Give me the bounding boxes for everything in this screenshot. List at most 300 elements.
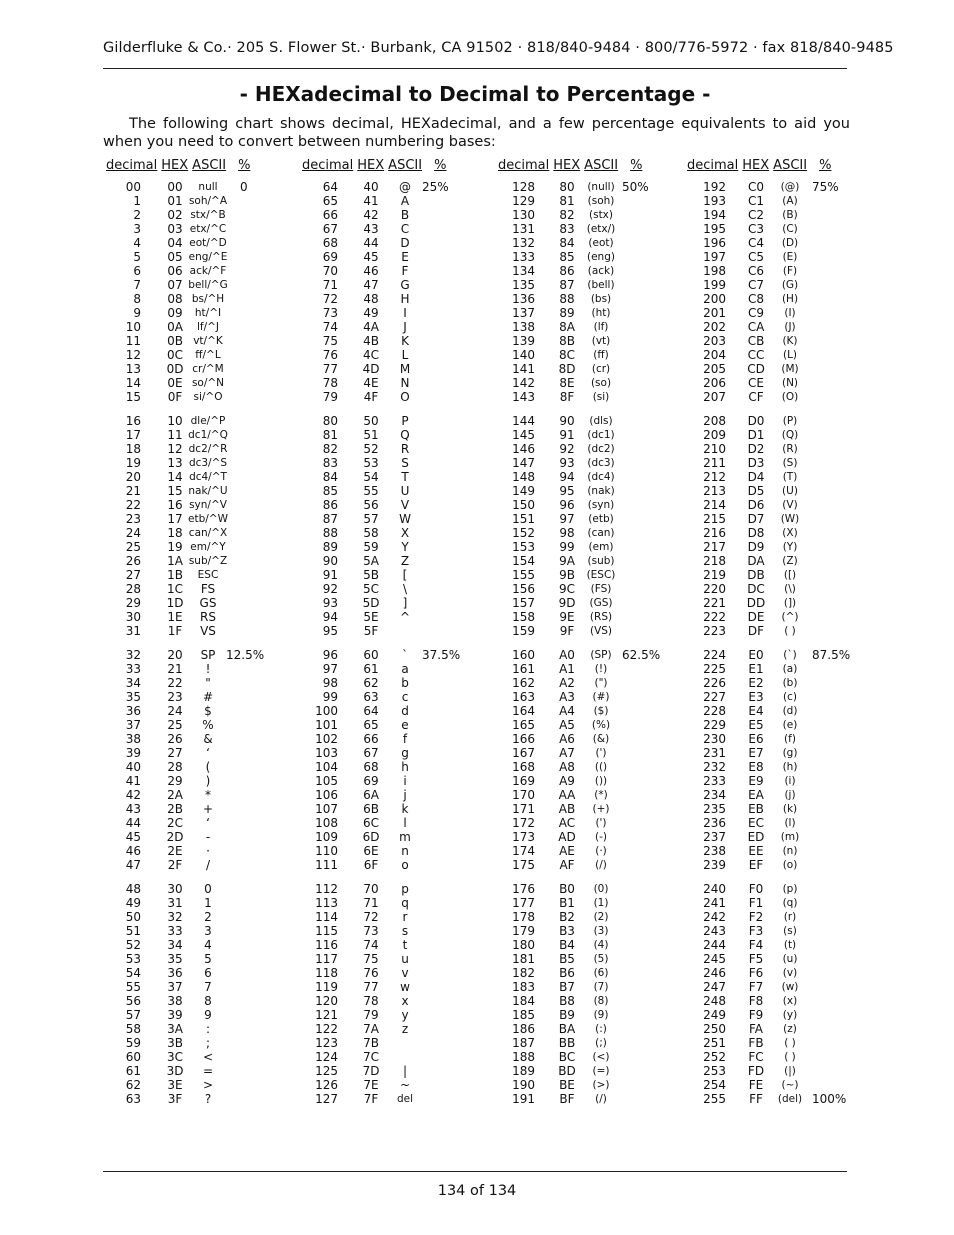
ascii-value: ! (205, 662, 211, 676)
decimal-header: decimal (302, 158, 354, 173)
hex-value: 12 (167, 442, 183, 456)
ascii-value: (*) (594, 789, 608, 801)
decimal-value: 239 (703, 858, 726, 872)
ascii-value: SP (200, 648, 216, 662)
ascii-value: k (401, 802, 409, 816)
hex-value: 09 (167, 306, 183, 320)
decimal-value: 143 (512, 390, 535, 404)
hex-value: 20 (167, 648, 183, 662)
ascii-value: (dc1) (587, 429, 615, 441)
hex-value: 58 (363, 526, 379, 540)
hex-value: 37 (167, 980, 183, 994)
table-row (0, 222, 954, 236)
decimal-value: 61 (125, 1064, 141, 1078)
ascii-value: (j) (784, 789, 796, 801)
hex-value: A9 (559, 774, 575, 788)
table-row (0, 788, 954, 802)
decimal-value: 146 (512, 442, 535, 456)
decimal-value: 131 (512, 222, 535, 236)
ascii-value: ` (402, 648, 408, 662)
hex-value: EB (748, 802, 764, 816)
ascii-value: cr/^M (192, 363, 224, 375)
ascii-value: O (400, 390, 410, 404)
hex-value: 3F (167, 1092, 183, 1106)
ascii-value: S (401, 456, 409, 470)
hex-value: 1E (167, 610, 183, 624)
ascii-value: y (401, 1008, 409, 1022)
decimal-value: 218 (703, 554, 726, 568)
hex-value: 3B (167, 1036, 183, 1050)
table-row (0, 1064, 954, 1078)
ascii-value: (4) (593, 939, 609, 951)
percent-value: 0 (240, 180, 248, 194)
hex-value: A1 (559, 662, 575, 676)
hex-value: 42 (363, 208, 379, 222)
hex-value: 4D (362, 362, 380, 376)
ascii-value: (ack) (587, 265, 615, 277)
decimal-value: 73 (322, 306, 338, 320)
decimal-value: 210 (703, 442, 726, 456)
hex-value: 5A (363, 554, 379, 568)
hex-value: 7A (363, 1022, 379, 1036)
ascii-value: < (202, 1050, 214, 1064)
hex-value: F1 (748, 896, 764, 910)
ascii-value: (ff) (593, 349, 609, 361)
hex-value: 4C (362, 348, 379, 362)
decimal-value: 78 (322, 376, 338, 390)
ascii-value: (<) (592, 1051, 610, 1063)
hex-value: F8 (748, 994, 764, 1008)
decimal-value: 111 (315, 858, 338, 872)
table-row (0, 858, 954, 872)
decimal-value: 127 (315, 1092, 338, 1106)
decimal-value: 54 (125, 966, 141, 980)
hex-value: CD (747, 362, 765, 376)
hex-value: 04 (167, 236, 183, 250)
decimal-value: 135 (512, 278, 535, 292)
decimal-value: 39 (125, 746, 141, 760)
ascii-value: nak/^U (188, 485, 228, 497)
decimal-value: 97 (322, 662, 338, 676)
decimal-value: 155 (512, 568, 535, 582)
ascii-value: GS (199, 596, 217, 610)
decimal-value: 102 (315, 732, 338, 746)
percent-header: % (238, 158, 251, 173)
hex-value: 2E (167, 844, 183, 858)
table-row (0, 844, 954, 858)
ascii-value: 6 (204, 966, 212, 980)
ascii-value: M (399, 362, 411, 376)
hex-value: 87 (559, 278, 575, 292)
table-row (0, 910, 954, 924)
ascii-value: Q (400, 428, 410, 442)
column-header-2 (302, 158, 450, 173)
table-row (0, 924, 954, 938)
decimal-value: 29 (125, 596, 141, 610)
ascii-value: 5 (204, 952, 212, 966)
hex-value: A7 (559, 746, 575, 760)
ascii-value: (U) (782, 485, 798, 497)
table-row (0, 194, 954, 208)
hex-value: D5 (747, 484, 765, 498)
decimal-value: 255 (703, 1092, 726, 1106)
hex-value: 00 (167, 180, 183, 194)
ascii-value: (RS) (589, 611, 613, 623)
ascii-value: ESC (197, 569, 219, 581)
decimal-value: 62 (125, 1078, 141, 1092)
hex-value: 5F (363, 624, 379, 638)
hex-value: 62 (363, 676, 379, 690)
decimal-value: 12 (125, 348, 141, 362)
table-row (0, 624, 954, 638)
ascii-value: u (401, 952, 409, 966)
table-row (0, 816, 954, 830)
decimal-value: 124 (315, 1050, 338, 1064)
decimal-value: 241 (703, 896, 726, 910)
ascii-value: (C) (782, 223, 798, 235)
decimal-value: 220 (703, 582, 726, 596)
decimal-value: 21 (125, 484, 141, 498)
decimal-value: 177 (512, 896, 535, 910)
decimal-value: 1 (133, 194, 141, 208)
hex-value: 47 (363, 278, 379, 292)
hex-value: DD (746, 596, 766, 610)
hex-value: 02 (167, 208, 183, 222)
decimal-value: 128 (512, 180, 535, 194)
decimal-value: 200 (703, 292, 726, 306)
column-header-1 (106, 158, 254, 173)
ascii-value: (i) (784, 775, 796, 787)
decimal-value: 163 (512, 690, 535, 704)
ascii-value: / (205, 858, 211, 872)
decimal-value: 168 (512, 760, 535, 774)
hex-value: 2A (167, 788, 183, 802)
hex-value: 66 (363, 732, 379, 746)
decimal-value: 247 (703, 980, 726, 994)
decimal-value: 167 (512, 746, 535, 760)
ascii-value: i (403, 774, 407, 788)
decimal-value: 19 (125, 456, 141, 470)
decimal-value: 40 (125, 760, 141, 774)
hex-value: 49 (363, 306, 379, 320)
table-row (0, 718, 954, 732)
decimal-value: 132 (512, 236, 535, 250)
decimal-value: 36 (125, 704, 141, 718)
hex-value: D9 (747, 540, 765, 554)
ascii-value: 7 (204, 980, 212, 994)
decimal-value: 3 (133, 222, 141, 236)
ascii-value: (nak) (587, 485, 615, 497)
table-row (0, 1008, 954, 1022)
percent-value: 50% (622, 180, 649, 194)
decimal-value: 2 (133, 208, 141, 222)
ascii-value: $ (204, 704, 212, 718)
table-row (0, 484, 954, 498)
ascii-value: E (401, 250, 409, 264)
table-row (0, 250, 954, 264)
ascii-value: (^) (781, 611, 799, 623)
table-row (0, 320, 954, 334)
table-row (0, 966, 954, 980)
ascii-value: & (203, 732, 213, 746)
ascii-value: ack/^F (189, 265, 227, 277)
table-row (0, 830, 954, 844)
hex-value: E2 (748, 676, 764, 690)
ascii-value: stx/^B (190, 209, 226, 221)
table-row (0, 596, 954, 610)
hex-value: 84 (559, 236, 575, 250)
decimal-value: 223 (703, 624, 726, 638)
ascii-value: C (400, 222, 410, 236)
hex-value: C1 (747, 194, 764, 208)
hex-value: 15 (167, 484, 183, 498)
ascii-value: (J) (784, 321, 796, 333)
decimal-value: 58 (125, 1022, 141, 1036)
ascii-value: (ht) (591, 307, 611, 319)
hex-value: CC (747, 348, 765, 362)
decimal-value: 195 (703, 222, 726, 236)
decimal-value: 126 (315, 1078, 338, 1092)
decimal-value: 238 (703, 844, 726, 858)
ascii-value: (I) (784, 307, 796, 319)
hex-value: 19 (167, 540, 183, 554)
decimal-value: 83 (322, 456, 338, 470)
decimal-value: 106 (315, 788, 338, 802)
hex-value: E8 (748, 760, 764, 774)
ascii-header: ASCII (773, 158, 808, 173)
ascii-value: ht/^I (194, 307, 222, 319)
hex-value: 76 (363, 966, 379, 980)
percent-header: % (434, 158, 447, 173)
ascii-value: (N) (781, 377, 799, 389)
decimal-value: 55 (125, 980, 141, 994)
decimal-value: 231 (703, 746, 726, 760)
decimal-value: 209 (703, 428, 726, 442)
decimal-value: 193 (703, 194, 726, 208)
ascii-value: (can) (587, 527, 615, 539)
hex-value: 8D (558, 362, 576, 376)
decimal-value: 224 (703, 648, 726, 662)
ascii-value: (|) (784, 1065, 796, 1077)
hex-value: 52 (363, 442, 379, 456)
ascii-value: b (401, 676, 409, 690)
decimal-value: 226 (703, 676, 726, 690)
ascii-value: ff/^L (195, 349, 221, 361)
decimal-value: 110 (315, 844, 338, 858)
hex-value: 03 (167, 222, 183, 236)
table-row (0, 662, 954, 676)
hex-value: F6 (748, 966, 764, 980)
ascii-value: (u) (782, 953, 798, 965)
hex-value: 4E (363, 376, 379, 390)
ascii-value: (L) (782, 349, 798, 361)
decimal-value: 9 (133, 306, 141, 320)
hex-value: 95 (559, 484, 575, 498)
table-row (0, 746, 954, 760)
ascii-value: (d) (782, 705, 798, 717)
table-row (0, 554, 954, 568)
ascii-value: d (401, 704, 409, 718)
hex-value: 99 (559, 540, 575, 554)
decimal-value: 8 (133, 292, 141, 306)
ascii-value: 1 (204, 896, 212, 910)
percent-value: 62.5% (622, 648, 661, 662)
decimal-value: 225 (703, 662, 726, 676)
hex-value: 91 (559, 428, 575, 442)
decimal-value: 89 (322, 540, 338, 554)
decimal-value: 50 (125, 910, 141, 924)
hex-value: 9F (559, 624, 575, 638)
ascii-value: (em) (588, 541, 614, 553)
ascii-value: (+) (592, 803, 610, 815)
ascii-value: (W) (780, 513, 800, 525)
ascii-value: (v) (782, 967, 798, 979)
ascii-value: (Z) (782, 555, 798, 567)
table-row (0, 994, 954, 1008)
percent-value: 37.5% (422, 648, 461, 662)
decimal-value: 160 (512, 648, 535, 662)
hex-value: B6 (559, 966, 575, 980)
decimal-value: 141 (512, 362, 535, 376)
ascii-value: del (396, 1093, 414, 1105)
ascii-value: - (205, 830, 211, 844)
table-row (0, 526, 954, 540)
ascii-value: D (400, 236, 410, 250)
decimal-value: 34 (125, 676, 141, 690)
ascii-value: X (400, 526, 410, 540)
hex-value: FA (748, 1022, 763, 1036)
ascii-value: · (206, 844, 210, 858)
ascii-value: 4 (204, 938, 212, 952)
ascii-value: j (403, 788, 407, 802)
decimal-value: 23 (125, 512, 141, 526)
hex-value: A3 (559, 690, 575, 704)
decimal-value: 125 (315, 1064, 338, 1078)
ascii-value: (%) (591, 719, 611, 731)
ascii-value: (FS) (590, 583, 612, 595)
decimal-value: 53 (125, 952, 141, 966)
hex-value: ED (747, 830, 765, 844)
ascii-value: (etx/) (586, 223, 616, 235)
decimal-value: 104 (315, 760, 338, 774)
decimal-value: 134 (512, 264, 535, 278)
decimal-value: 219 (703, 568, 726, 582)
hex-value: 0D (166, 362, 184, 376)
ascii-value: (bs) (590, 293, 612, 305)
ascii-value: (w) (781, 981, 799, 993)
hex-value: 2D (166, 830, 184, 844)
decimal-value: 22 (125, 498, 141, 512)
ascii-value: f (402, 732, 408, 746)
decimal-value: 183 (512, 980, 535, 994)
hex-value: DF (747, 624, 765, 638)
hex-value: 8C (558, 348, 575, 362)
hex-value: 2F (167, 858, 183, 872)
ascii-value: w (400, 980, 410, 994)
hex-value: 0C (166, 348, 183, 362)
ascii-value: (X) (782, 527, 798, 539)
hex-value: F9 (748, 1008, 764, 1022)
hex-value: B9 (559, 1008, 575, 1022)
ascii-value: (=) (592, 1065, 610, 1077)
company-header: Gilderfluke & Co.· 205 S. Flower St.· Burbank, CA 91502 · 818/840-9484 · 800/776-5972 · fax 818/840-9485 (103, 40, 894, 56)
ascii-value: q (401, 896, 409, 910)
hex-value: 9A (559, 554, 575, 568)
ascii-value: ([) (783, 569, 797, 581)
percent-value: 12.5% (226, 648, 265, 662)
decimal-value: 27 (125, 568, 141, 582)
hex-value: 90 (559, 414, 575, 428)
hex-value: 06 (167, 264, 183, 278)
decimal-value: 187 (512, 1036, 535, 1050)
decimal-value: 202 (703, 320, 726, 334)
table-row (0, 264, 954, 278)
decimal-value: 79 (322, 390, 338, 404)
table-row (0, 512, 954, 526)
hex-value: 82 (559, 208, 575, 222)
decimal-value: 13 (125, 362, 141, 376)
decimal-value: 165 (512, 718, 535, 732)
hex-value: 51 (363, 428, 379, 442)
percent-value: 75% (812, 180, 839, 194)
decimal-value: 46 (125, 844, 141, 858)
ascii-value: Z (400, 554, 410, 568)
hex-value: E5 (748, 718, 764, 732)
decimal-value: 216 (703, 526, 726, 540)
decimal-value: 118 (315, 966, 338, 980)
hex-value: 21 (167, 662, 183, 676)
table-row (0, 390, 954, 404)
ascii-value: (s) (783, 925, 797, 937)
hex-value: B4 (559, 938, 575, 952)
hex-value: F4 (748, 938, 764, 952)
hex-value: 11 (167, 428, 183, 442)
hex-value: 0E (167, 376, 183, 390)
decimal-value: 170 (512, 788, 535, 802)
table-row (0, 882, 954, 896)
ascii-value: dc4/^T (189, 471, 227, 483)
ascii-value: (eng) (587, 251, 615, 263)
ascii-value: V (400, 498, 410, 512)
ascii-value: ( ) (784, 625, 796, 637)
ascii-value: F (401, 264, 409, 278)
hex-value: EA (748, 788, 764, 802)
decimal-value: 229 (703, 718, 726, 732)
decimal-value: 101 (315, 718, 338, 732)
decimal-value: 81 (322, 428, 338, 442)
percent-header: % (630, 158, 643, 173)
ascii-value: dc3/^S (188, 457, 228, 469)
decimal-value: 93 (322, 596, 338, 610)
ascii-value: c (401, 690, 409, 704)
decimal-value: 30 (125, 610, 141, 624)
ascii-value: ( ) (784, 1037, 796, 1049)
hex-value: 97 (559, 512, 575, 526)
hex-value: 14 (167, 470, 183, 484)
decimal-value: 206 (703, 376, 726, 390)
table-row (0, 1022, 954, 1036)
ascii-value: so/^N (191, 377, 225, 389)
ascii-value: R (400, 442, 410, 456)
ascii-value: em/^Y (190, 541, 226, 553)
table-row (0, 610, 954, 624)
hex-value: C6 (747, 264, 764, 278)
ascii-value: (') (595, 817, 607, 829)
ascii-value: bell/^G (188, 279, 228, 291)
hex-value: 43 (363, 222, 379, 236)
ascii-value: etb/^W (188, 513, 228, 525)
ascii-value: (G) (781, 279, 799, 291)
